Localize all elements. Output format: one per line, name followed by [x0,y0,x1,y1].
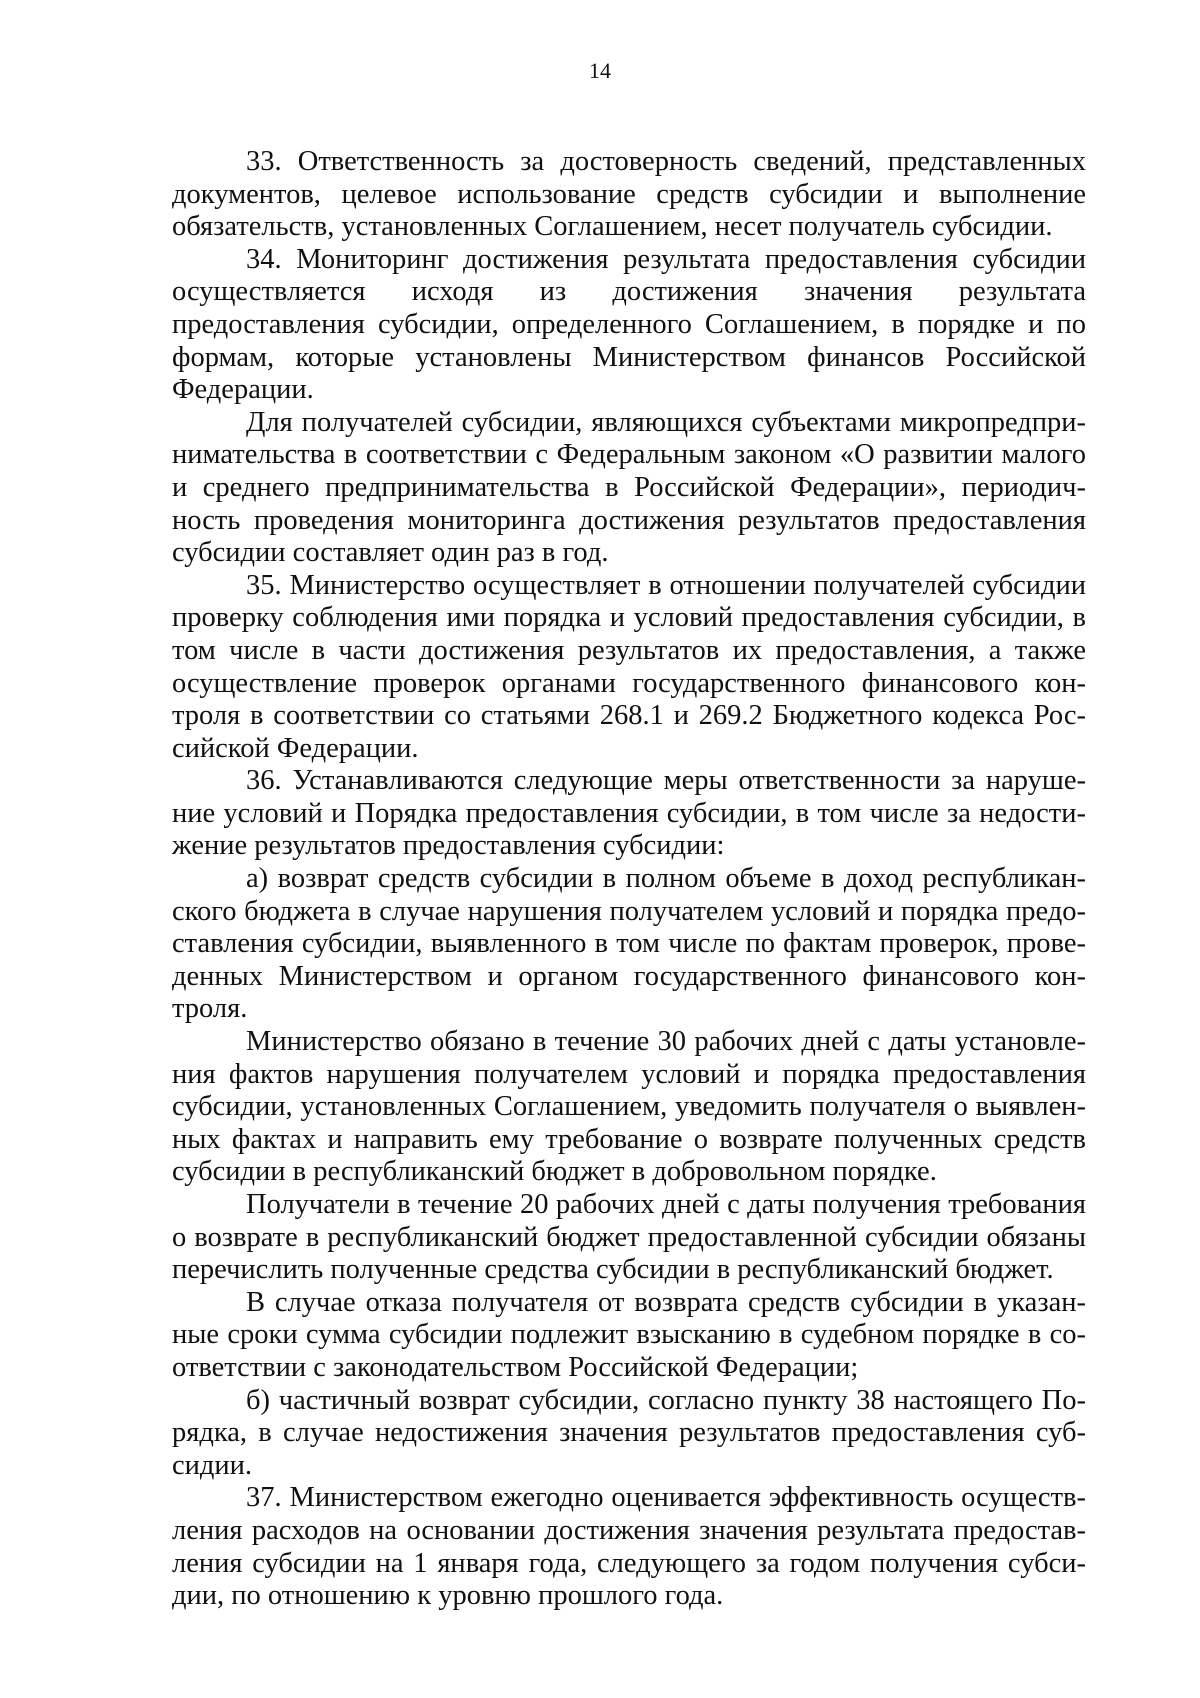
paragraph-36-a: а) возврат средств субсидии в полном объеме в доход республиканского бюджета в случае нарушения получателем условий и порядка предоставления субсидии, выявленного в том числе по фактам проверок, проведенных Министерством и органом государственного финансового контроля. [172,863,1086,1025]
paragraph-37: 37. Министерством ежегодно оценивается эффективность осуществления расходов на основании достижения значения результата предоставления субсидии на 1 января года, следующего за годом получения субсидии, по отношению к уровню прошлого года. [172,1482,1086,1612]
document-body [172,146,1086,1613]
paragraph-36-return-deadline: Получатели в течение 20 рабочих дней с даты получения требования о возврате в республиканский бюджет предоставленной субсидии обязаны перечислить полученные средства субсидии в республиканский бюджет. [172,1189,1086,1286]
paragraph-34: 34. Мониторинг достижения результата предоставления субсидии осуществляется исходя из достижения значения результата предоставления субсидии, определенного Соглашением, в порядке и по формам, которые установлены Министерством финансов Российской Федерации. [172,243,1086,406]
paragraph-36-refusal: В случае отказа получателя от возврата средств субсидии в указанные сроки сумма субсидии подлежит взысканию в судебном порядке в соответствии с законодательством Российской Федерации; [172,1286,1086,1383]
paragraph-36-b: б) частичный возврат субсидии, согласно пункту 38 настоящего Порядка, в случае недостижения значения результатов предоставления субсидии. [172,1384,1086,1481]
paragraph-34-micro-business: Для получателей субсидии, являющихся субъектами микропредпринимательства в соответствии с Федеральным законом «О развитии малого и среднего предпринимательства в Российской Федерации», периодичность проведения мониторинга достижения результатов предоставления субсидии составляет один раз в год. [172,406,1086,569]
paragraph-36: 36. Устанавливаются следующие меры ответственности за нарушение условий и Порядка предоставления субсидии, в том числе за недостижение результатов предоставления субсидии: [172,765,1086,862]
paragraph-35: 35. Министерство осуществляет в отношении получателей субсидии проверку соблюдения ими порядка и условий предоставления субсидии, в том числе в части достижения результатов их предоставления, а также осуществление проверок органами государственного финансового контроля в соответствии со статьями 268.1 и 269.2 Бюджетного кодекса Российской Федерации. [172,569,1086,764]
paragraph-36-notice: Министерство обязано в течение 30 рабочих дней с даты установления фактов нарушения получателем условий и порядка предоставления субсидии, установленных Соглашением, уведомить получателя о выявленных фактах и направить ему требование о возврате полученных средств субсидии в республиканский бюджет в добровольном порядке. [172,1026,1086,1188]
page-number: 14 [589,58,611,83]
paragraph-33: 33. Ответственность за достоверность сведений, представленных документов, целевое использование средств субсидии и выполнение обязательств, установленных Соглашением, несет получатель субсидии. [172,146,1086,243]
